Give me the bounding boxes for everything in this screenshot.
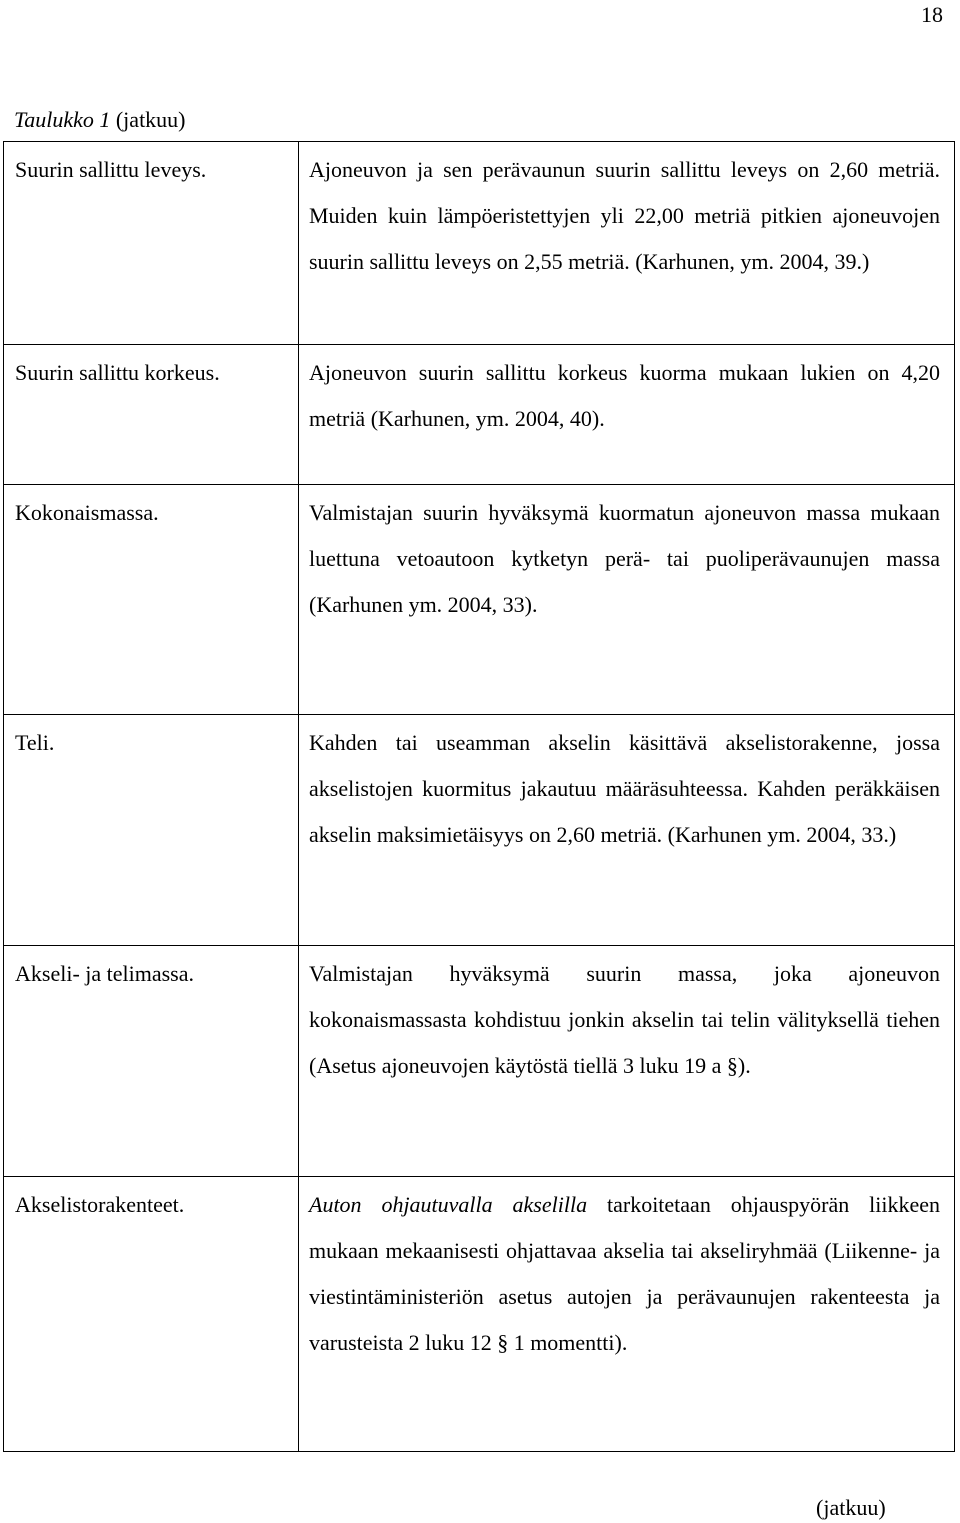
table-caption	[14, 105, 186, 135]
table-row	[4, 142, 955, 345]
definition-cell: Valmistajan hyväksymä suurin massa, joka ajoneuvon kokonaismassasta kohdistuu jonkin akselin tai telin välityksellä tiehen (Asetus ajoneuvojen käytöstä tiellä 3 luku 19 a §).	[299, 946, 955, 1177]
table-row	[4, 946, 955, 1177]
term-cell: Akselistorakenteet.	[4, 1177, 299, 1452]
table-row	[4, 715, 955, 946]
term-cell: Kokonaismassa.	[4, 485, 299, 715]
term-cell: Suurin sallittu leveys.	[4, 142, 299, 345]
definition-cell	[299, 1177, 955, 1452]
definition-text: tarkoitetaan ohjauspyörän liikkeen mukaan mekaanisesti ohjattavaa akselia tai akseliryhmää (Liikenne- ja viestintäministeriön asetus autojen ja perävaunujen rakenteesta ja varusteista 2 luku 12 § 1 momentti).	[309, 1192, 940, 1355]
definition-cell: Ajoneuvon suurin sallittu korkeus kuorma mukaan lukien on 4,20 metriä (Karhunen, ym. 2004, 40).	[299, 345, 955, 485]
table-caption-label: Taulukko 1	[14, 107, 111, 132]
term-cell: Akseli- ja telimassa.	[4, 946, 299, 1177]
definition-cell: Kahden tai useamman akselin käsittävä akselistorakenne, jossa akselistojen kuormitus jakautuu määräsuhteessa. Kahden peräkkäisen akselin maksimietäisyys on 2,60 metriä. (Karhunen ym. 2004, 33.)	[299, 715, 955, 946]
definition-emphasis: Auton ohjautuvalla akselilla	[309, 1192, 588, 1217]
table-row	[4, 345, 955, 485]
table-row	[4, 485, 955, 715]
term-cell: Teli.	[4, 715, 299, 946]
page-number: 18	[921, 2, 943, 27]
table-row	[4, 1177, 955, 1452]
table-caption-continued: (jatkuu)	[110, 107, 186, 132]
continued-label: (jatkuu)	[816, 1495, 886, 1520]
definition-cell: Ajoneuvon ja sen perävaunun suurin sallittu leveys on 2,60 metriä. Muiden kuin lämpöeristettyjen yli 22,00 metriä pitkien ajoneuvojen suurin sallittu leveys on 2,55 metriä. (Karhunen, ym. 2004, 39.)	[299, 142, 955, 345]
definition-table	[3, 141, 955, 1452]
term-cell: Suurin sallittu korkeus.	[4, 345, 299, 485]
definition-cell: Valmistajan suurin hyväksymä kuormatun ajoneuvon massa mukaan luettuna vetoautoon kytketyn perä- tai puoliperävaunujen massa (Karhunen ym. 2004, 33).	[299, 485, 955, 715]
